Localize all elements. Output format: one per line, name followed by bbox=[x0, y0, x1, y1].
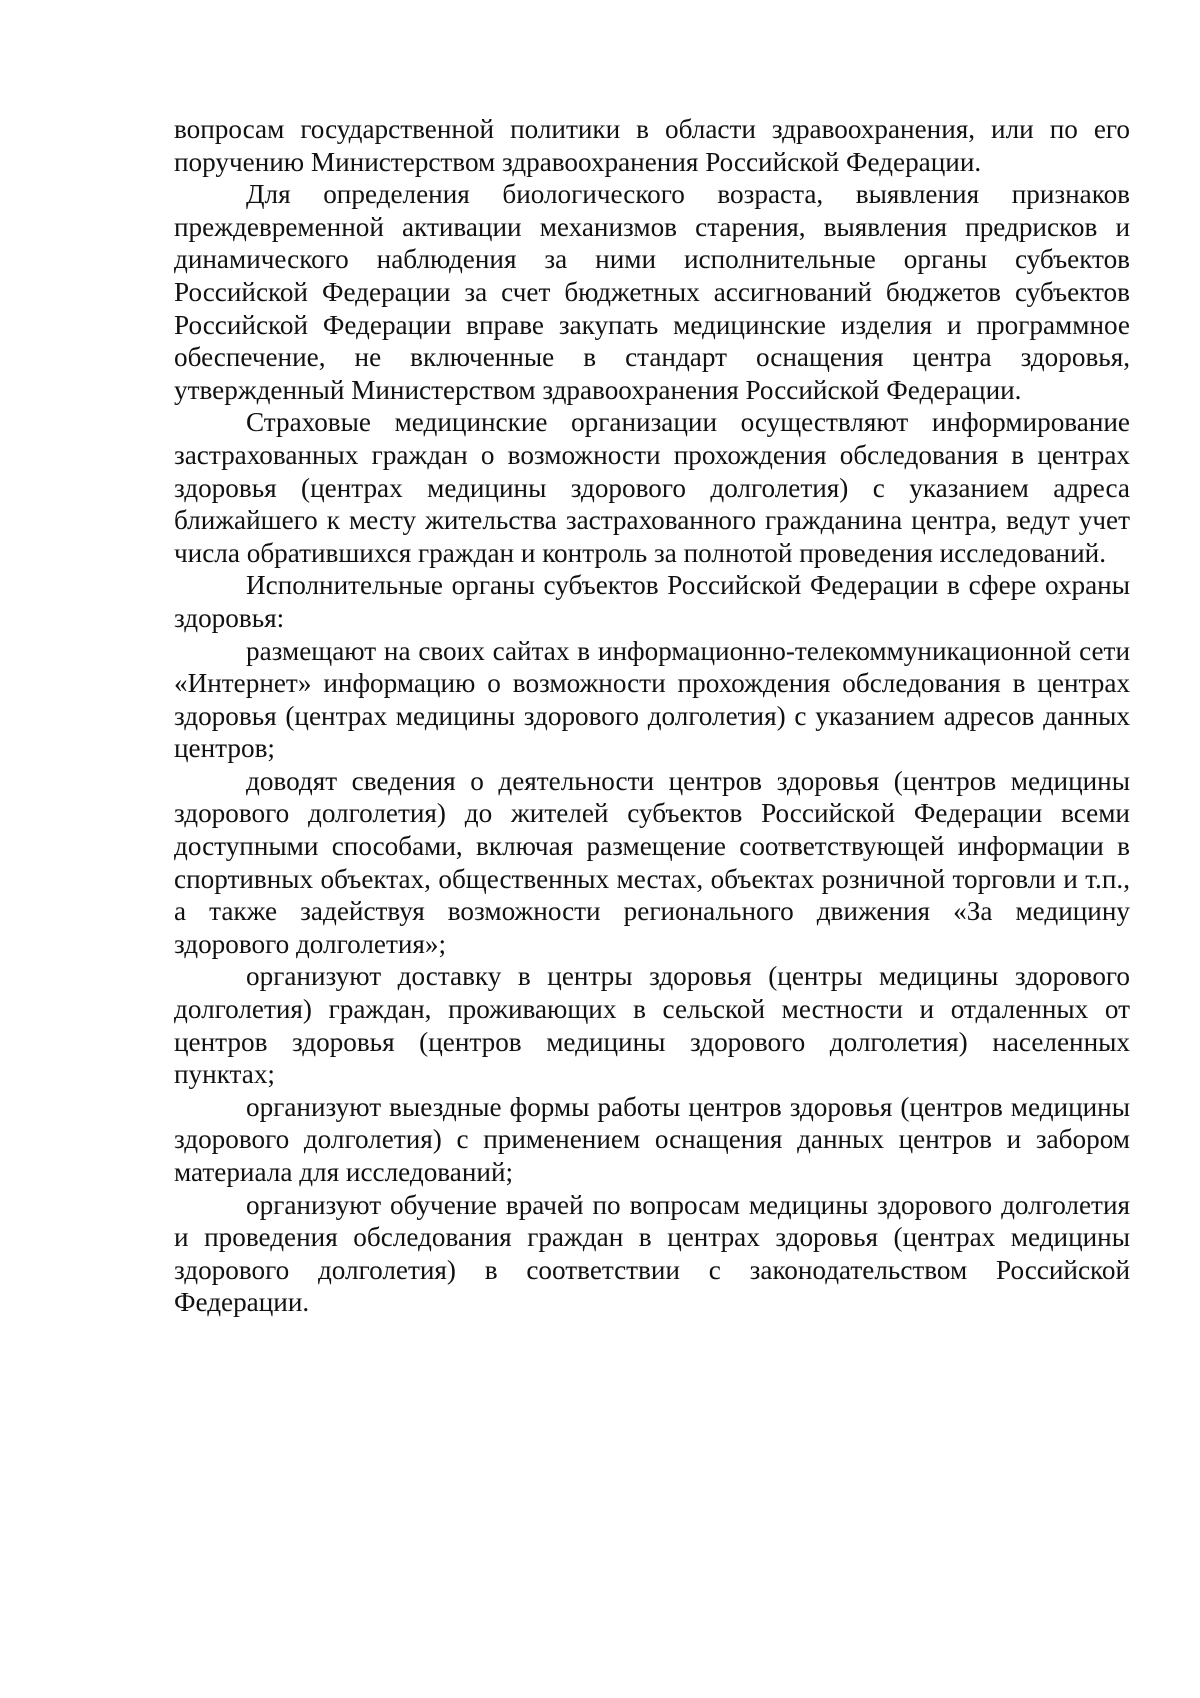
paragraph-7: организуют доставку в центры здоровья (центры медицины здорового долголетия) граждан, проживающих в сельской местности и отдаленных от центров здоровья (центров медицины здорового долголетия) населенных пунктах; bbox=[174, 961, 1130, 1090]
paragraph-6: доводят сведения о деятельности центров здоровья (центров медицины здорового долголетия) до жителей субъектов Российской Федерации всеми доступными способами, включая размещение соответствующей информации в спортивных объектах, общественных местах, объектах розничной торговли и т.п., а также задействуя возможности регионального движения «За медицину здорового долголетия»; bbox=[174, 765, 1130, 959]
paragraph-3: Страховые медицинские организации осуществляют информирование застрахованных граждан о возможности прохождения обследования в центрах здоровья (центрах медицины здорового долголетия) с указанием адреса ближайшего к месту жительства застрахованного гражданина центра, ведут учет числа обратившихся граждан и контроль за полнотой проведения исследований. bbox=[174, 407, 1130, 568]
paragraph-8: организуют выездные формы работы центров здоровья (центров медицины здорового долголетия) с применением оснащения данных центров и забором материала для исследований; bbox=[174, 1091, 1130, 1187]
paragraph-4: Исполнительные органы субъектов Российской Федерации в сфере охраны здоровья: bbox=[174, 570, 1130, 633]
paragraph-2: Для определения биологического возраста, выявления признаков преждевременной активации механизмов старения, выявления предрисков и динамического наблюдения за ними исполнительные органы субъектов Российской Федерации за счет бюджетных ассигнований бюджетов субъектов Российской Федерации вправе закупать медицинские изделия и программное обеспечение, не включенные в стандарт оснащения центра здоровья, утвержденный Министерством здравоохранения Российской Федерации. bbox=[174, 179, 1130, 405]
paragraph-9: организуют обучение врачей по вопросам медицины здорового долголетия и проведения обследования граждан в центрах здоровья (центрах медицины здорового долголетия) в соответствии с законодательством Российской Федерации. bbox=[174, 1189, 1130, 1318]
paragraph-1: вопросам государственной политики в области здравоохранения, или по его поручению Министерством здравоохранения Российской Федерации. bbox=[174, 114, 1130, 177]
paragraph-5: размещают на своих сайтах в информационно-телекоммуникационной сети «Интернет» информацию о возможности прохождения обследования в центрах здоровья (центрах медицины здорового долголетия) с указанием адресов данных центров; bbox=[174, 635, 1130, 764]
document-body bbox=[174, 113, 1130, 1319]
